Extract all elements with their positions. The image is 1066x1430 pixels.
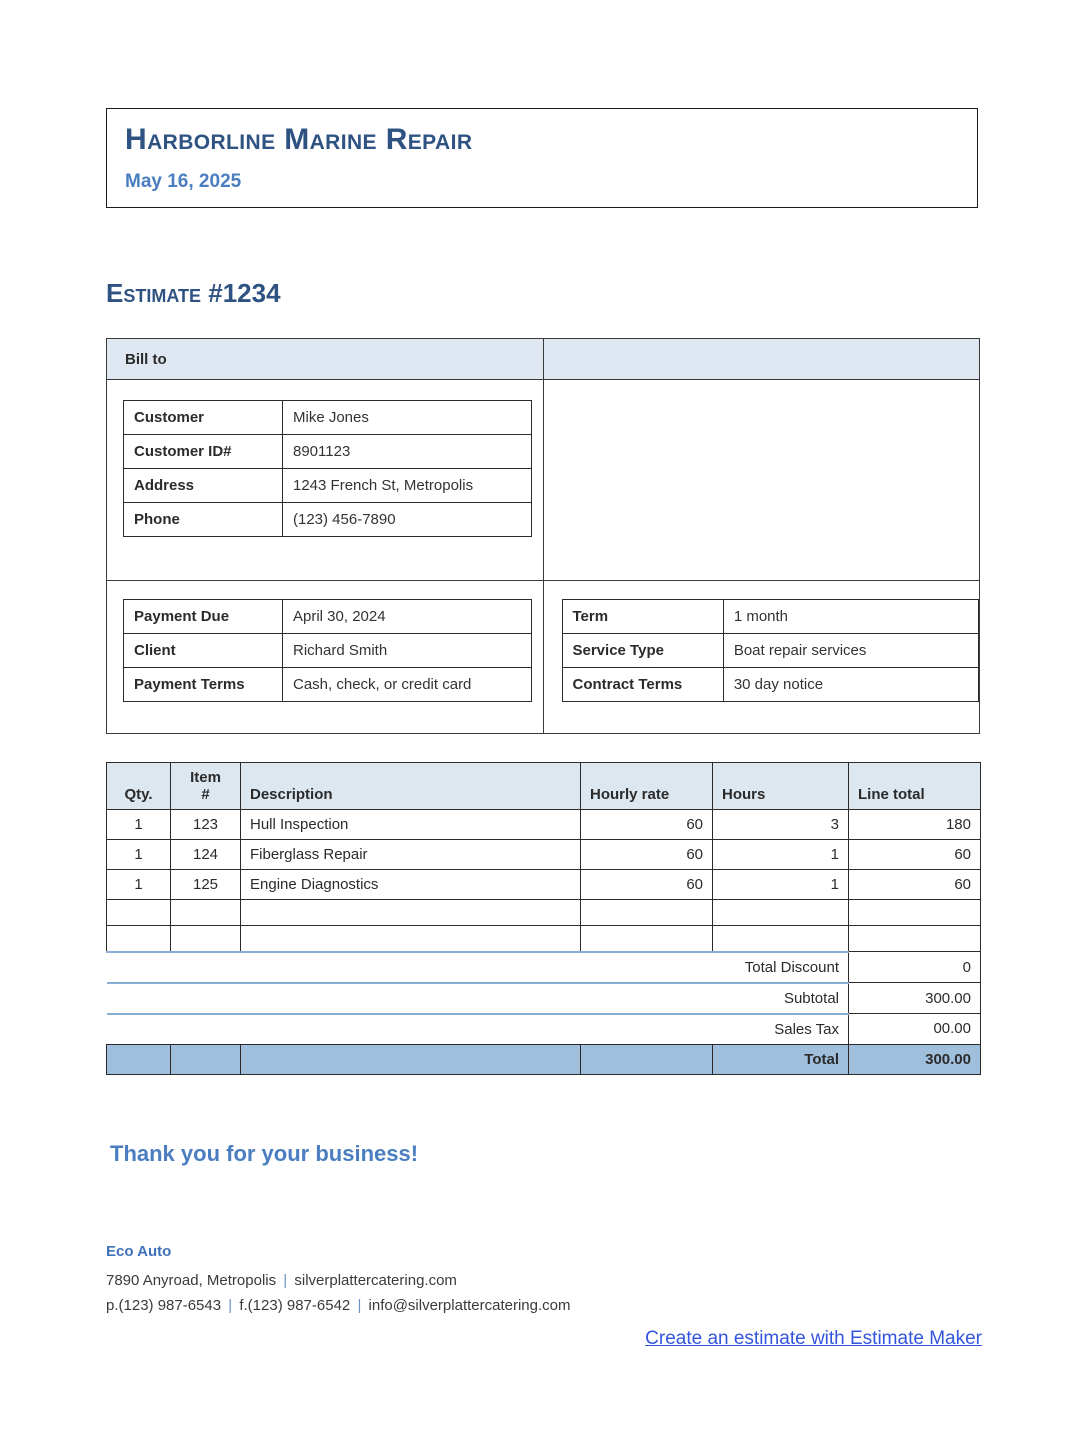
table-row	[107, 840, 981, 870]
customer-id-label: Customer ID#	[124, 435, 283, 469]
cell-rate	[581, 900, 713, 926]
contract-terms-label: Contract Terms	[562, 668, 723, 702]
customer-pane	[107, 380, 544, 581]
footer-separator-1: |	[283, 1272, 288, 1289]
customer-details-table	[123, 400, 532, 537]
company-name: Harborline Marine Repair	[125, 123, 473, 156]
footer-email: info@silverplattercatering.com	[368, 1297, 571, 1314]
cell-qty: 1	[107, 840, 171, 870]
column-header-item-line2: #	[201, 786, 210, 803]
term-value: 1 month	[723, 600, 978, 634]
cell-rate: 60	[581, 840, 713, 870]
footer-separator-2: |	[228, 1297, 233, 1314]
cell-hours: 3	[713, 810, 849, 840]
table-row	[124, 634, 532, 668]
table-row	[107, 810, 981, 840]
table-row	[107, 900, 981, 926]
term-pane	[543, 581, 980, 734]
customer-phone-label: Phone	[124, 503, 283, 537]
table-row	[124, 668, 532, 702]
column-header-hourly-rate: Hourly rate	[581, 763, 713, 810]
customer-address-label: Address	[124, 469, 283, 503]
table-row	[124, 600, 532, 634]
footer-address-line	[106, 1272, 982, 1289]
cell-description: Fiberglass Repair	[241, 840, 581, 870]
footer-contact-line	[106, 1297, 982, 1314]
customer-name-value: Mike Jones	[283, 401, 532, 435]
cell-line-total: 180	[849, 810, 981, 840]
cell-line-total	[849, 900, 981, 926]
table-row	[124, 469, 532, 503]
cell-qty	[107, 926, 171, 952]
bill-to-upper-right-empty	[543, 380, 980, 581]
footer-link-container	[106, 1328, 982, 1350]
table-row	[562, 600, 979, 634]
grand-total-spacer-item	[171, 1044, 241, 1074]
cell-line-total: 60	[849, 870, 981, 900]
subtotal-row	[107, 983, 981, 1014]
sales-tax-label: Sales Tax	[107, 1014, 849, 1045]
cell-item	[171, 900, 241, 926]
cell-line-total	[849, 926, 981, 952]
page-title	[106, 278, 281, 309]
cell-hours: 1	[713, 870, 849, 900]
grand-total-label: Total	[713, 1044, 849, 1074]
document-footer	[106, 1243, 982, 1350]
thank-you-message: Thank you for your business!	[110, 1141, 419, 1166]
cell-qty: 1	[107, 870, 171, 900]
subtotal-value: 300.00	[849, 983, 981, 1014]
bill-to-header-row	[107, 339, 980, 380]
cell-hours	[713, 900, 849, 926]
term-label: Term	[562, 600, 723, 634]
footer-phone: p.(123) 987-6543	[106, 1297, 222, 1314]
bill-to-lower-row	[107, 581, 980, 734]
customer-phone-value: (123) 456-7890	[283, 503, 532, 537]
client-label: Client	[124, 634, 283, 668]
bill-to-upper-row	[107, 380, 980, 581]
bill-to-header-right-empty	[543, 339, 980, 380]
cell-description: Engine Diagnostics	[241, 870, 581, 900]
cell-rate	[581, 926, 713, 952]
cell-description	[241, 926, 581, 952]
customer-name-label: Customer	[124, 401, 283, 435]
payment-pane	[107, 581, 544, 734]
column-header-item	[171, 763, 241, 810]
table-row	[107, 870, 981, 900]
table-row	[562, 668, 979, 702]
bill-to-label: Bill to	[107, 339, 544, 380]
sales-tax-row	[107, 1014, 981, 1045]
footer-company-name: Eco Auto	[106, 1243, 172, 1260]
column-header-line-total: Line total	[849, 763, 981, 810]
footer-address: 7890 Anyroad, Metropolis	[106, 1272, 277, 1289]
grand-total-spacer-desc	[241, 1044, 581, 1074]
footer-website: silverplattercatering.com	[294, 1272, 457, 1289]
payment-terms-label: Payment Terms	[124, 668, 283, 702]
footer-separator-3: |	[357, 1297, 362, 1314]
create-estimate-link[interactable]: Create an estimate with Estimate Maker	[645, 1328, 982, 1349]
document-header-box	[106, 108, 978, 208]
column-header-qty: Qty.	[107, 763, 171, 810]
cell-item: 123	[171, 810, 241, 840]
cell-rate: 60	[581, 870, 713, 900]
table-row	[562, 634, 979, 668]
grand-total-value: 300.00	[849, 1044, 981, 1074]
estimate-title-label: Estimate	[106, 278, 202, 308]
sales-tax-value: 00.00	[849, 1014, 981, 1045]
grand-total-spacer-rate	[581, 1044, 713, 1074]
customer-address-value: 1243 French St, Metropolis	[283, 469, 532, 503]
total-discount-label: Total Discount	[107, 952, 849, 983]
payment-terms-value: Cash, check, or credit card	[283, 668, 532, 702]
table-row	[124, 503, 532, 537]
cell-hours	[713, 926, 849, 952]
total-discount-value: 0	[849, 952, 981, 983]
grand-total-row	[107, 1044, 981, 1074]
term-details-table	[562, 599, 980, 702]
footer-fax: f.(123) 987-6542	[239, 1297, 351, 1314]
service-type-label: Service Type	[562, 634, 723, 668]
column-header-description: Description	[241, 763, 581, 810]
cell-item	[171, 926, 241, 952]
cell-rate: 60	[581, 810, 713, 840]
cell-line-total: 60	[849, 840, 981, 870]
contract-terms-value: 30 day notice	[723, 668, 978, 702]
table-row	[124, 435, 532, 469]
payment-details-table	[123, 599, 532, 702]
client-value: Richard Smith	[283, 634, 532, 668]
cell-item: 124	[171, 840, 241, 870]
column-header-hours: Hours	[713, 763, 849, 810]
cell-description	[241, 900, 581, 926]
payment-due-label: Payment Due	[124, 600, 283, 634]
payment-due-value: April 30, 2024	[283, 600, 532, 634]
line-items-table	[106, 762, 981, 1075]
customer-id-value: 8901123	[283, 435, 532, 469]
service-type-value: Boat repair services	[723, 634, 978, 668]
total-discount-row	[107, 952, 981, 983]
line-items-header-row	[107, 763, 981, 810]
cell-item: 125	[171, 870, 241, 900]
grand-total-spacer-qty	[107, 1044, 171, 1074]
table-row	[107, 926, 981, 952]
cell-hours: 1	[713, 840, 849, 870]
cell-qty: 1	[107, 810, 171, 840]
table-row	[124, 401, 532, 435]
column-header-item-line1: Item	[190, 769, 221, 786]
subtotal-label: Subtotal	[107, 983, 849, 1014]
bill-to-block	[106, 338, 980, 734]
cell-qty	[107, 900, 171, 926]
document-date: May 16, 2025	[125, 171, 242, 192]
cell-description: Hull Inspection	[241, 810, 581, 840]
estimate-number: #1234	[208, 278, 281, 308]
